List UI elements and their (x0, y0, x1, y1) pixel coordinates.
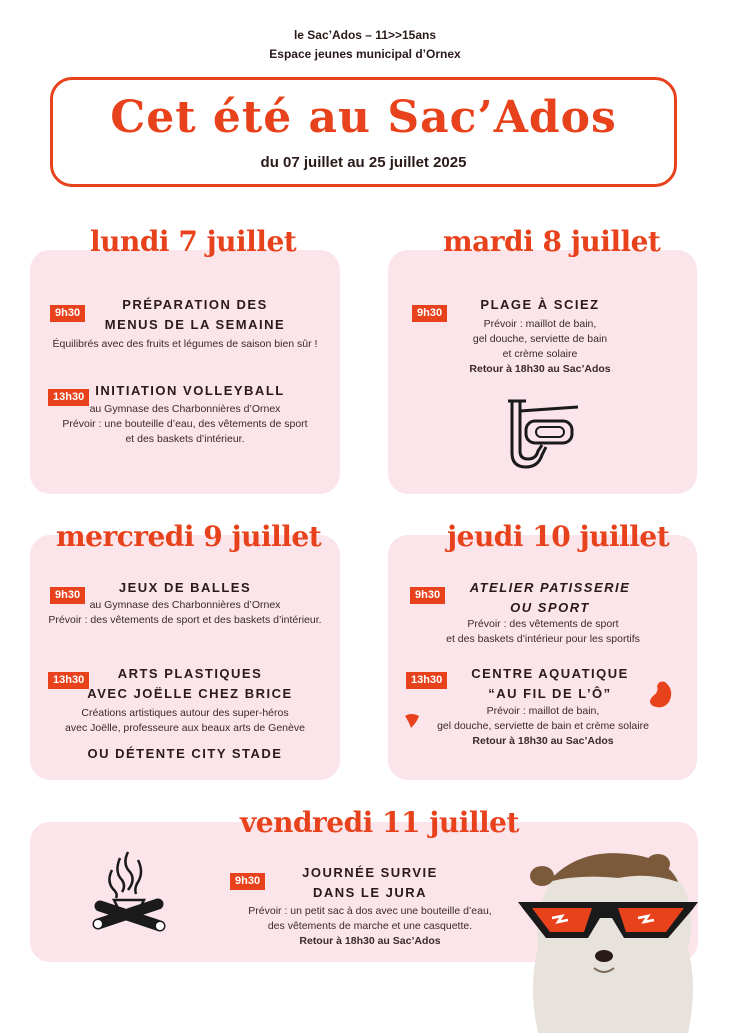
activity-title: ATELIER PATISSERIE OU SPORT (469, 580, 631, 615)
header-line-2: Espace jeunes municipal d’Ornex (269, 47, 461, 61)
activity-title: JOURNÉE SURVIE DANS LE JURA (302, 865, 438, 900)
time-badge: 9h30 (230, 873, 265, 890)
activity-desc: Prévoir : maillot de bain, gel douche, serviette de bain et crème solaire Retour à 18h30 au Sac’Ados (437, 705, 649, 747)
activity-desc: au Gymnase des Charbonnières d’Ornex Prévoir : une bouteille d’eau, des vêtements de sport et des baskets d’intérieur. (62, 403, 308, 445)
water-drop-icon (645, 680, 677, 712)
title-box (50, 77, 677, 187)
header-line-1: le Sac’Ados – 11>>15ans (293, 28, 437, 42)
time-badge: 9h30 (50, 587, 85, 604)
stoat-with-sunglasses-icon (508, 838, 708, 1033)
activity-title: OU DÉTENTE CITY STADE (87, 746, 283, 761)
time-badge: 9h30 (410, 587, 445, 604)
day-title-wednesday: mercredi 9 juillet (56, 520, 322, 553)
activity-desc: Équilibrés avec des fruits et légumes de saison bien sûr ! (52, 338, 318, 350)
campfire-icon (92, 846, 166, 940)
activity-desc: Prévoir : des vêtements de sport et des baskets d’intérieur pour les sportifs (446, 618, 640, 645)
day-title-tuesday: mardi 8 juillet (443, 225, 661, 258)
time-badge: 13h30 (406, 672, 447, 689)
page-title: Cet été au Sac’Ados (110, 92, 617, 143)
day-title-monday: lundi 7 juillet (90, 225, 297, 258)
activity-title: CENTRE AQUATIQUE “AU FIL DE L’Ô” (471, 666, 629, 701)
snorkel-icon (498, 395, 580, 475)
time-badge: 9h30 (412, 305, 447, 322)
card-monday (30, 250, 340, 494)
activity-title: ARTS PLASTIQUES AVEC JOËLLE CHEZ BRICE (87, 666, 293, 701)
activity-desc: Prévoir : un petit sac à dos avec une bouteille d’eau, des vêtements de marche et une casquette. Retour à 18h30 au Sac’Ados (248, 905, 492, 947)
activity-desc: Créations artistiques autour des super-héros avec Joëlle, professeure aux beaux arts de Genève (65, 707, 305, 734)
activity-title: JEUX DE BALLES (118, 580, 252, 595)
time-badge: 13h30 (48, 389, 89, 406)
water-drop-icon (403, 712, 421, 730)
activity-title: INITIATION VOLLEYBALL (95, 383, 285, 398)
day-title-friday: vendredi 11 juillet (240, 806, 519, 839)
activity-desc: Prévoir : maillot de bain, gel douche, serviette de bain et crème solaire Retour à 18h30 au Sac’Ados (469, 318, 611, 375)
activity-title: PLAGE À SCIEZ (480, 297, 600, 312)
activity-title: PRÉPARATION DES MENUS DE LA SEMAINE (104, 297, 286, 332)
time-badge: 13h30 (48, 672, 89, 689)
activity-desc: au Gymnase des Charbonnières d’Ornex Prévoir : des vêtements de sport et des baskets d’intérieur. (48, 599, 322, 626)
day-title-thursday: jeudi 10 juillet (447, 520, 670, 553)
date-range: du 07 juillet au 25 juillet 2025 (260, 154, 467, 171)
time-badge: 9h30 (50, 305, 85, 322)
